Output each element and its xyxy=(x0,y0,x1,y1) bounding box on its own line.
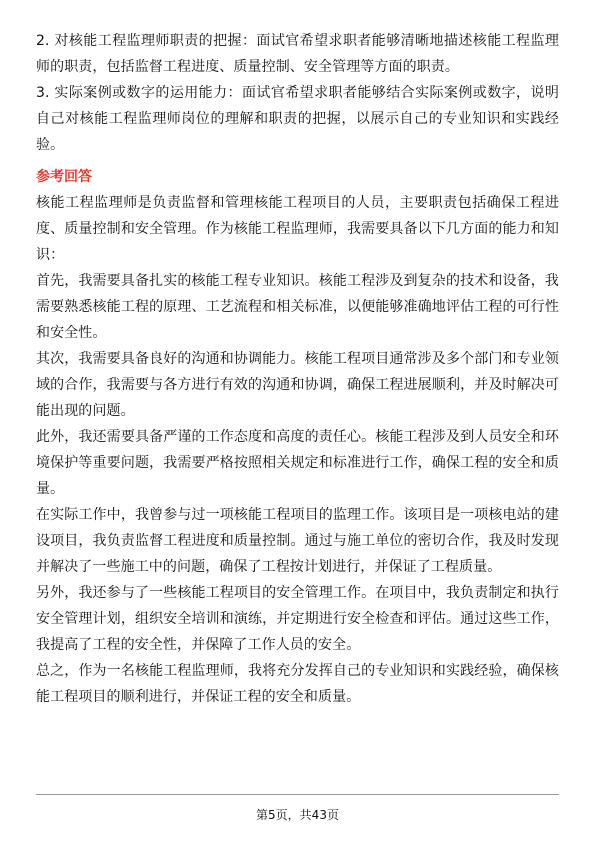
answer-paragraph-project-experience: 在实际工作中，我曾参与过一项核能工程项目的监理工作。该项目是一项核电站的建设项目，我负责监督工程进度和质量控制。通过与施工单位的密切合作，我及时发现并解决了一些施工中的问题，确保了工程按计划进行，并保证了工程质量。 xyxy=(36,507,559,575)
answer-paragraph-safety-management: 另外，我还参与了一些核能工程项目的安全管理工作。在项目中，我负责制定和执行安全管理计划，组织安全培训和演练，并定期进行安全检查和评估。通过这些工作，我提高了工程的安全性，并保障了工作人员的安全。 xyxy=(36,585,559,653)
answer-paragraph-responsibility: 此外，我还需要具备严谨的工作态度和高度的责任心。核能工程涉及到人员安全和环境保护等重要问题，我需要严格按照相关规定和标准进行工作，确保工程的安全和质量。 xyxy=(36,429,559,497)
answer-intro-paragraph: 核能工程监理师是负责监督和管理核能工程项目的人员，主要职责包括确保工程进度、质量控制和安全管理。作为核能工程监理师，我需要具备以下几方面的能力和知识： xyxy=(36,195,559,263)
page-content xyxy=(36,28,559,710)
footer-divider xyxy=(36,794,559,795)
criterion-paragraph-3: 3. 实际案例或数字的运用能力：面试官希望求职者能够结合实际案例或数字，说明自己对核能工程监理师岗位的理解和职责的把握，以展示自己的专业知识和实践经验。 xyxy=(36,85,559,153)
criterion-paragraph-2: 2. 对核能工程监理师职责的把握：面试官希望求职者能够清晰地描述核能工程监理师的职责，包括监督工程进度、质量控制、安全管理等方面的职责。 xyxy=(36,33,559,75)
answer-paragraph-conclusion: 总之，作为一名核能工程监理师，我将充分发挥自己的专业知识和实践经验，确保核能工程项目的顺利进行，并保证工程的安全和质量。 xyxy=(36,663,559,705)
answer-paragraph-knowledge: 首先，我需要具备扎实的核能工程专业知识。核能工程涉及到复杂的技术和设备，我需要熟悉核能工程的原理、工艺流程和相关标准，以便能够准确地评估工程的可行性和安全性。 xyxy=(36,273,559,341)
answer-paragraph-communication: 其次，我需要具备良好的沟通和协调能力。核能工程项目通常涉及多个部门和专业领域的合作，我需要与各方进行有效的沟通和协调，确保工程进展顺利，并及时解决可能出现的问题。 xyxy=(36,351,559,419)
page-number: 第5页，共43页 xyxy=(256,808,339,822)
reference-answer-heading: 参考回答 xyxy=(36,169,92,185)
